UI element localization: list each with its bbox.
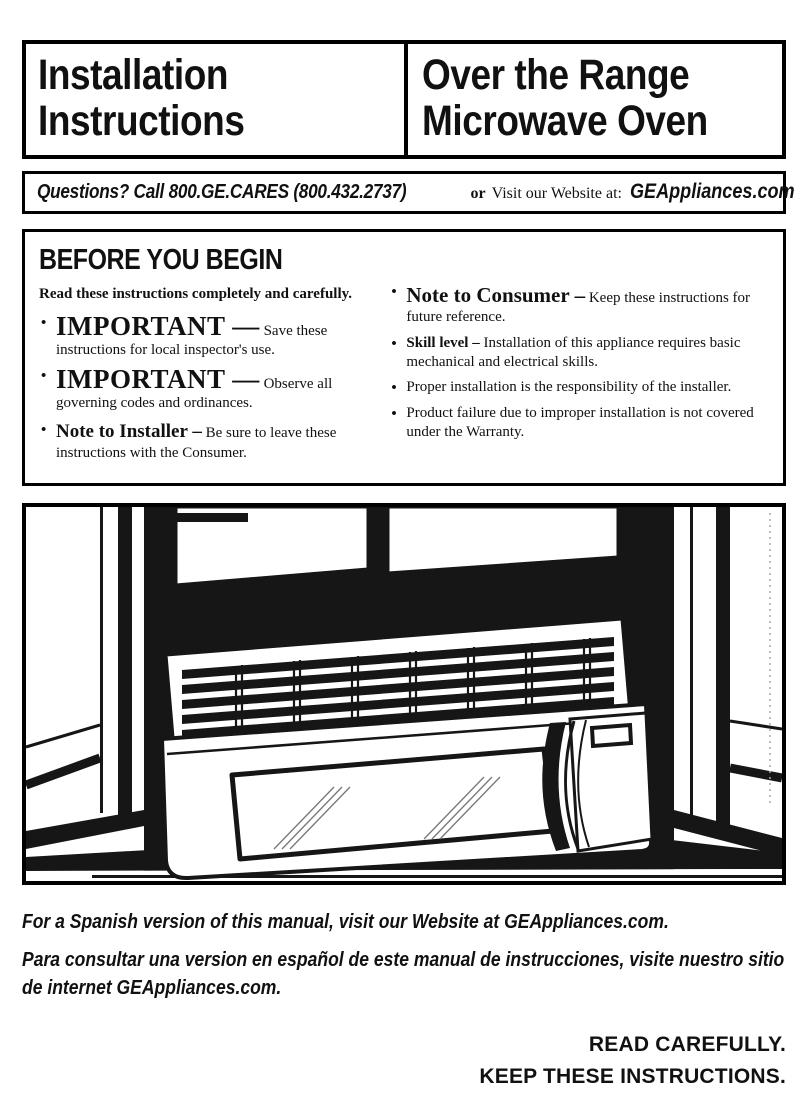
list-item	[39, 310, 379, 360]
title-box	[22, 40, 786, 159]
contact-or-text: or	[470, 184, 486, 202]
title-left-line2: Instructions	[38, 97, 245, 146]
read-carefully-line2: KEEP THESE INSTRUCTIONS.	[479, 1065, 786, 1089]
bullet-rest: Save these instructions for local inspector's use.	[56, 322, 328, 358]
before-right-column	[389, 244, 769, 470]
contact-phone-text: Questions? Call 800.GE.CARES (800.432.2737)	[37, 180, 407, 203]
list-item	[389, 404, 769, 442]
before-you-begin-box	[22, 229, 786, 487]
spanish-note-spanish: Para consultar una version en español de este manual de instrucciones, visite nuestro sitio de internet GEAppliances.com.	[22, 948, 785, 1000]
spanish-note-english: For a Spanish version of this manual, visit our Website at GEAppliances.com.	[22, 911, 669, 934]
title-right-cell	[408, 44, 782, 155]
bullet-term: IMPORTANT —	[56, 364, 260, 395]
bullet-rest: Installation of this appliance requires basic mechanical and electrical skills.	[406, 334, 741, 370]
list-item	[389, 378, 769, 397]
list-item	[389, 334, 769, 372]
before-left-bullets	[39, 310, 379, 463]
title-right-line2: Microwave Oven	[421, 97, 708, 146]
bullet-term: IMPORTANT —	[56, 310, 260, 341]
title-left-line1: Installation	[38, 51, 229, 99]
bullet-rest: Product failure due to improper installation is not covered under the Warranty.	[406, 405, 754, 440]
right-cabinet	[674, 507, 782, 881]
list-item	[39, 366, 379, 413]
spanish-version-note	[22, 908, 786, 1002]
bullet-rest: Keep these instructions for future reference.	[406, 289, 751, 326]
before-left-column	[39, 244, 389, 470]
read-carefully-line1: READ CAREFULLY.	[588, 1032, 786, 1056]
title-right-line1: Over the Range	[421, 51, 690, 99]
bullet-term: Note to Consumer –	[406, 282, 586, 307]
microwave-installation-illustration	[26, 507, 782, 881]
bullet-rest: Proper installation is the responsibility of the installer.	[406, 379, 732, 396]
bullet-rest: Observe all governing codes and ordinances.	[56, 376, 333, 412]
bullet-term: Note to Installer –	[56, 420, 202, 442]
installation-illustration-frame	[22, 503, 786, 885]
contact-strip	[22, 171, 795, 214]
before-heading: BEFORE YOU BEGIN	[39, 243, 283, 276]
bullet-rest: Be sure to leave these instructions with the Consumer.	[56, 424, 337, 461]
before-lead-text: Read these instructions completely and carefully.	[39, 285, 353, 302]
list-item	[389, 282, 769, 327]
left-cabinet	[26, 507, 144, 881]
before-right-bullets	[389, 282, 769, 442]
list-item	[39, 420, 379, 463]
contact-visit-text: Visit our Website at:	[491, 184, 622, 202]
bullet-term: Skill level –	[406, 334, 480, 351]
title-left-cell	[26, 44, 408, 155]
display-window	[592, 725, 631, 746]
contact-website-text: GEAppliances.com	[629, 179, 795, 203]
read-carefully-block	[22, 1029, 786, 1094]
